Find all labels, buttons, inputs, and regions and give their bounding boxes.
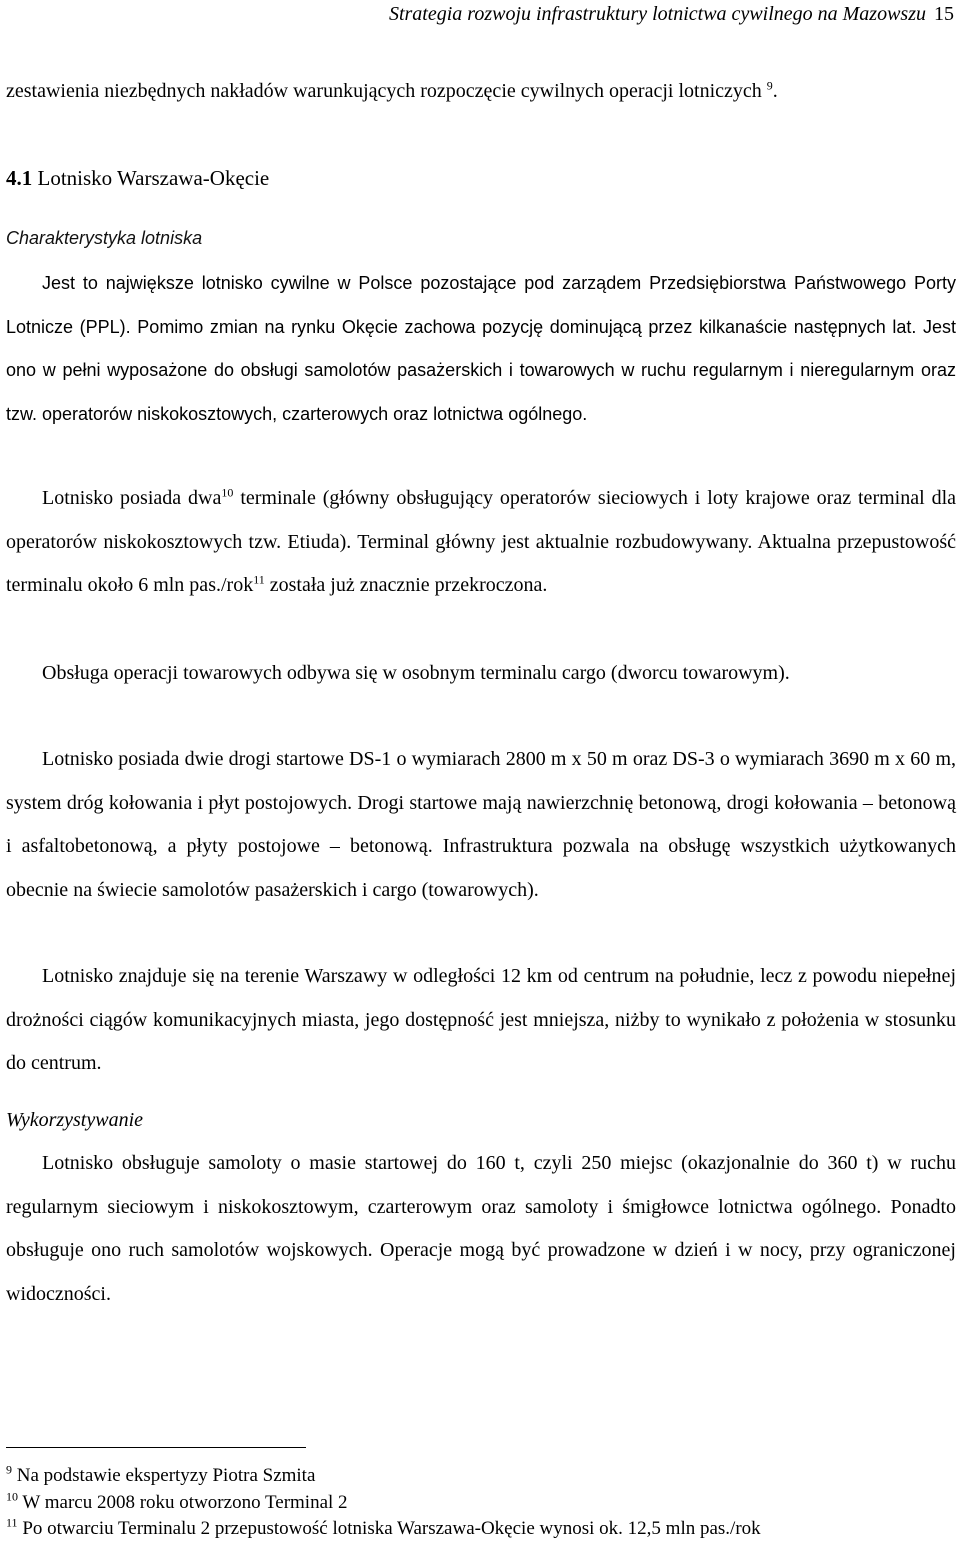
footnotes	[6, 1463, 956, 1543]
intro-end: .	[772, 80, 778, 102]
footnote-ref-11[interactable]: 11	[253, 572, 265, 587]
header-title: Strategia rozwoju infrastruktury lotnictwa cywilnego na Mazowszu	[388, 3, 926, 25]
footnote-number: 11	[6, 1515, 18, 1530]
running-header	[6, 0, 954, 28]
section-title: Lotnisko Warszawa-Okęcie	[37, 166, 270, 190]
paragraph-2-part-c: została już znacznie przekroczona.	[264, 574, 548, 596]
footnote-text: Na podstawie ekspertyzy Piotra Szmita	[16, 1465, 316, 1486]
footnote-9	[6, 1463, 956, 1490]
paragraph-2	[6, 477, 956, 608]
footnote-number: 10	[6, 1489, 18, 1504]
paragraph-5: Lotnisko znajduje się na terenie Warszawy w odległości 12 km od centrum na południe, lecz z powodu niepełnej drożności ciągów komunikacyjnych miasta, jego dostępność jest mniejsza, niżby to wynikało z położenia w stosunku do centrum.	[6, 965, 956, 1074]
subheading-characteristics: Charakterystyka lotniska	[6, 228, 203, 248]
footnote-11	[6, 1516, 956, 1543]
footnote-ref-9[interactable]: 9	[766, 78, 773, 93]
subheading-usage: Wykorzystywanie	[6, 1109, 144, 1131]
intro-text: zestawienia niezbędnych nakładów warunkujących rozpoczęcie cywilnych operacji lotniczych	[6, 80, 762, 102]
footnote-ref-10[interactable]: 10	[221, 485, 234, 500]
paragraph-2-part-b: terminale (główny obsługujący operatorów sieciowych i loty krajowe oraz terminal dla operatorów niskokosztowych tzw. Etiuda). Terminal główny jest aktualnie rozbudowywany. Aktualna przepustowość terminalu około 6 mln pas./rok	[6, 487, 957, 596]
paragraph-3: Obsługa operacji towarowych odbywa się w osobnym terminalu cargo (dworcu towarowym).	[42, 662, 790, 684]
footnote-text: W marcu 2008 roku otworzono Terminal 2	[22, 1491, 348, 1513]
paragraph-2-part-a: Lotnisko posiada dwa	[42, 487, 222, 509]
paragraph-1-part-a: Jest to największe lotnisko cywilne w Polsce pozostające pod zarządem Przedsiębiorstwa Państwowego Porty Lotnicze (PPL).	[6, 273, 956, 337]
footnote-divider	[6, 1447, 306, 1448]
footnote-10	[6, 1490, 956, 1517]
footnote-text: Po otwarciu Terminalu 2 przepustowość lotniska Warszawa-Okęcie wynosi ok. 12,5 mln pas./rok	[22, 1518, 761, 1539]
paragraph-4: Lotnisko posiada dwie drogi startowe DS-1 o wymiarach 2800 m x 50 m oraz DS-3 o wymiarach 3690 m x 60 m, system dróg kołowania i płyt postojowych. Drogi startowe mają nawierzchnię betonową, drogi kołowania – betonową i asfaltobetonową, a płyty postojowe – betonową. Infrastruktura pozwala na obsługę wszystkich użytkowanych obecnie na świecie samolotów pasażerskich i cargo (towarowych).	[6, 748, 956, 901]
section-heading	[6, 158, 956, 198]
section-number: 4.1	[6, 166, 33, 190]
footnote-number: 9	[6, 1462, 12, 1477]
page-number: 15	[934, 3, 954, 25]
intro-paragraph	[6, 70, 956, 113]
paragraph-1-part-b: Pomimo zmian na rynku Okęcie zachowa pozycję dominującą przez kilkanaście następnych lat. Jest ono w pełni wyposażone do obsługi samolotów pasażerskich i towarowych w ruchu regularnym i nieregularnym oraz tzw. operatorów niskokosztowych, czarterowych oraz lotnictwa ogólnego.	[6, 316, 957, 424]
paragraph-6: Lotnisko obsługuje samoloty o masie startowej do 160 t, czyli 250 miejsc (okazjonalnie do 360 t) w ruchu regularnym sieciowym i niskokosztowym, czarterowym oraz samoloty i śmigłowce lotnictwa ogólnego. Ponadto obsługuje ono ruch samolotów wojskowych. Operacje mogą być prowadzone w dzień i w nocy, przy ograniczonej widoczności.	[6, 1152, 956, 1305]
paragraph-1	[6, 262, 956, 436]
